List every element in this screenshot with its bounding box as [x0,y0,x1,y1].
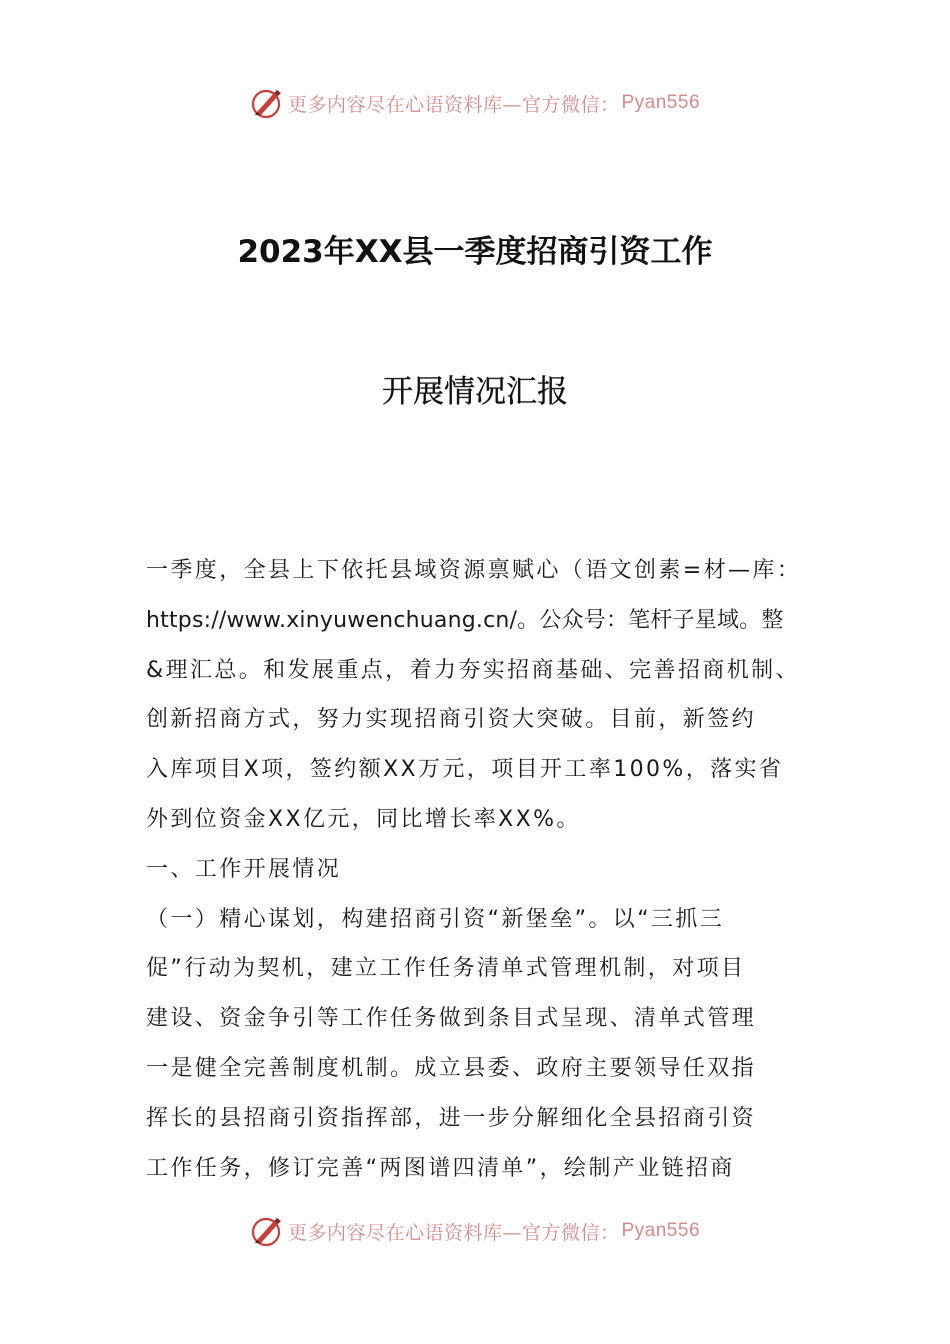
pen-circle-logo-icon [250,1214,284,1248]
document-body [146,546,818,1193]
watermark-wechat-id: Pyan556 [621,92,701,113]
body-line: 入库项目X项，签约额XX万元，项目开工率100%，落实省 [146,757,784,783]
body-line: 建设、资金争引等工作任务做到条目式呈现、清单式管理 [146,1006,757,1032]
section-heading: 一、工作开展情况 [146,856,342,882]
watermark-text: 更多内容尽在心语资料库—官方微信： [287,1221,620,1244]
body-line: 工作任务，修订完善“两图谱四清单”，绘制产业链招商 [146,1155,735,1181]
document-title-line-2: 开展情况汇报 [382,374,568,410]
body-line: 创新招商方式，努力实现招商引资大突破。目前，新签约 [146,707,757,733]
body-line: 挥长的县招商引资指挥部，进一步分解细化全县招商引资 [146,1105,757,1131]
document-title-line-1: 2023年XX县一季度招商引资工作 [237,234,713,270]
pen-circle-logo-icon [250,86,284,120]
body-line: 外到位资金XX亿元，同比增长率XX%。 [146,806,581,832]
watermark-wechat-id: Pyan556 [621,1220,701,1241]
body-line: （一）精心谋划，构建招商引资“新堡垒”。以“三抓三 [146,906,725,932]
footer-watermark [0,1214,950,1248]
body-line: https://www.xinyuwenchuang.cn/。公众号：笔杆子星域。整 [146,607,784,633]
body-line: &理汇总。和发展重点，着力夯实招商基础、完善招商机制、 [146,657,800,683]
body-line: 促”行动为契机，建立工作任务清单式管理机制，对项目 [146,956,746,982]
body-line: 一是健全完善制度机制。成立县委、政府主要领导任双指 [146,1055,757,1081]
header-watermark [0,86,950,120]
body-line: 一季度，全县上下依托县域资源禀赋心（语文创素=材—库： [146,558,802,583]
watermark-text: 更多内容尽在心语资料库—官方微信： [287,93,620,116]
